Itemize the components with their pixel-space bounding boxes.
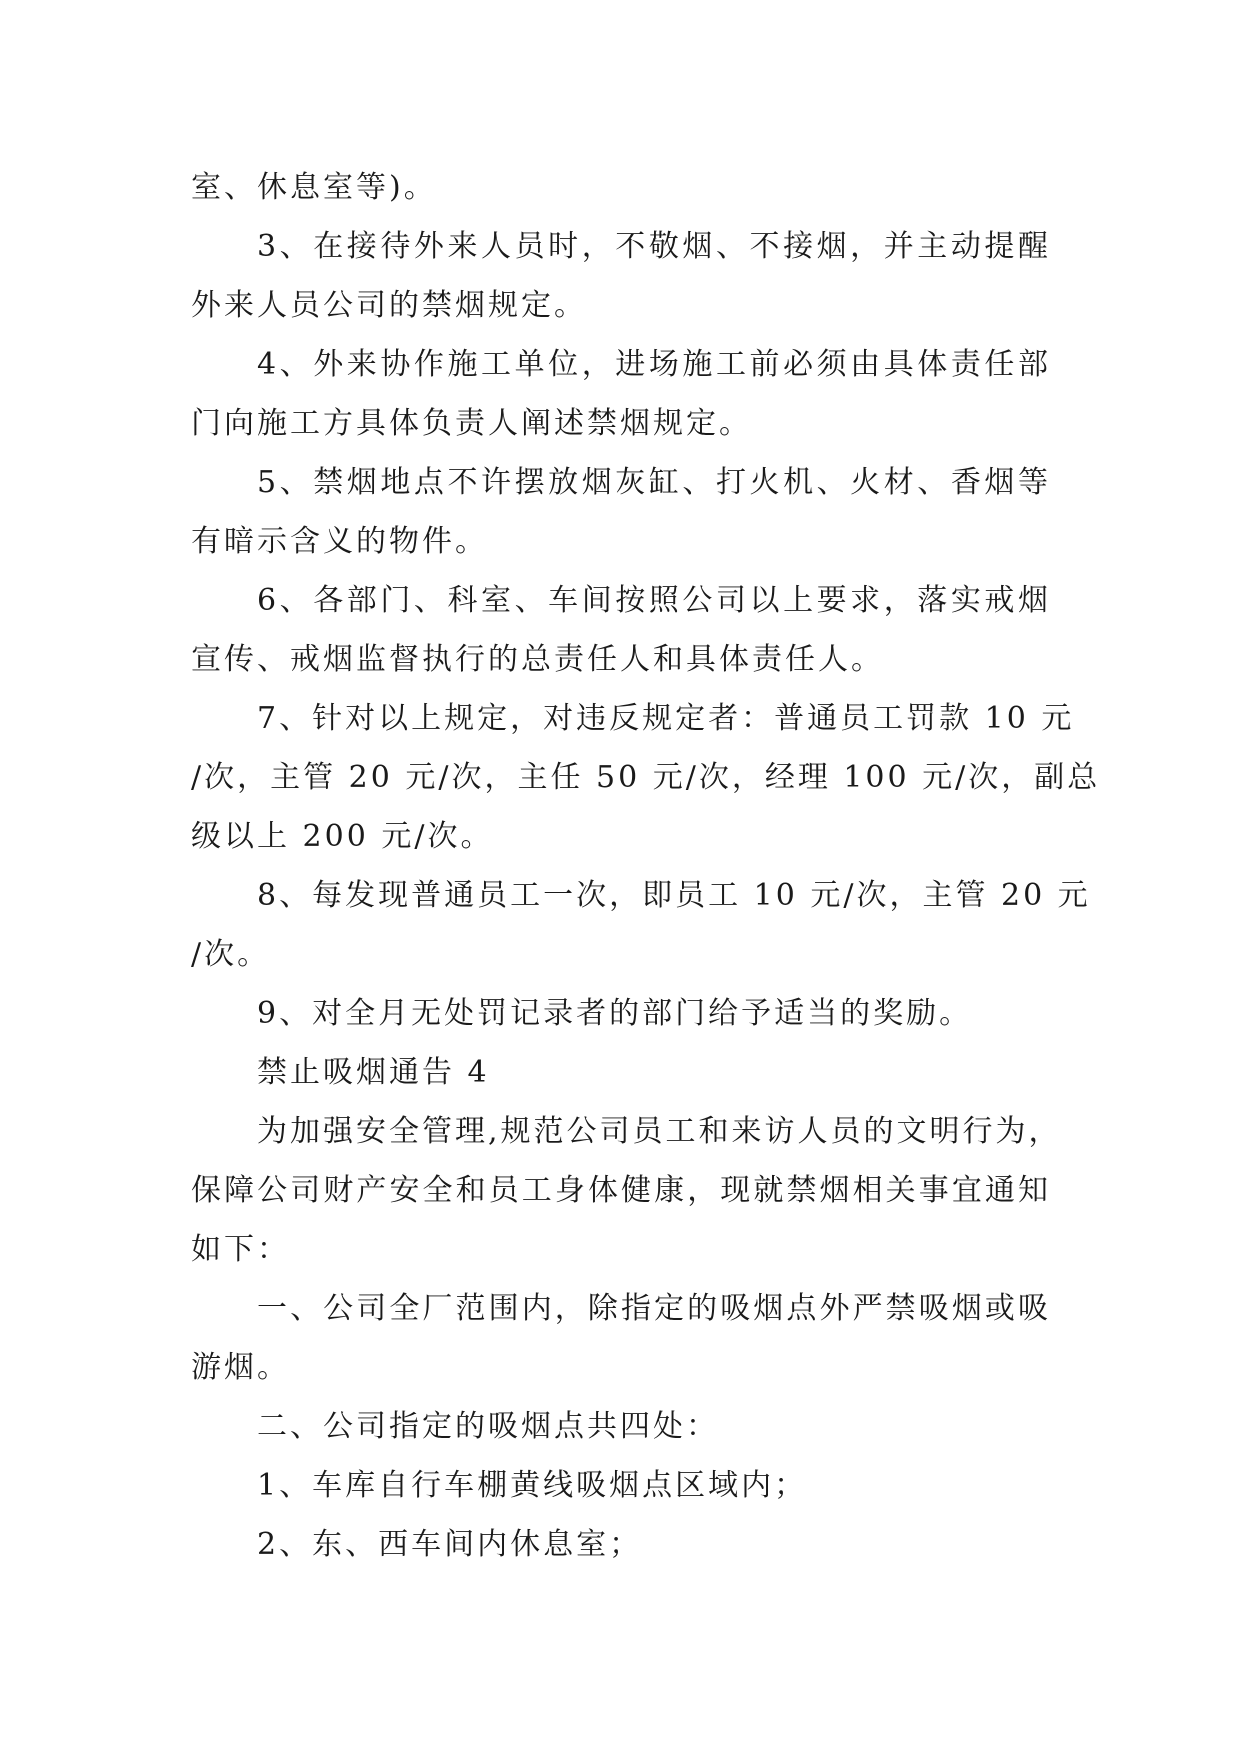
text-line: /次。 (191, 937, 271, 972)
text-line: 室、休息室等)。 (191, 170, 437, 205)
text-line: 外来人员公司的禁烟规定。 (191, 288, 587, 323)
text-line: 游烟。 (191, 1350, 290, 1385)
document-body (191, 158, 1101, 1574)
text-line: 一、公司全厂范围内，除指定的吸烟点外严禁吸烟或吸 (257, 1291, 1051, 1326)
text-line: 8、每发现普通员工一次，即员工 10 元/次，主管 20 元 (257, 878, 1091, 913)
text-line: 3、在接待外来人员时，不敬烟、不接烟，并主动提醒 (257, 229, 1051, 264)
text-line: 6、各部门、科室、车间按照公司以上要求，落实戒烟 (257, 583, 1051, 618)
text-line: 保障公司财产安全和员工身体健康，现就禁烟相关事宜通知 (191, 1173, 1051, 1208)
text-line: /次，主管 20 元/次，主任 50 元/次，经理 100 元/次，副总 (191, 760, 1101, 795)
text-line: 有暗示含义的物件。 (191, 524, 488, 559)
text-line: 级以上 200 元/次。 (191, 819, 494, 854)
text-line: 7、针对以上规定，对违反规定者：普通员工罚款 10 元 (257, 701, 1075, 736)
section-title: 禁止吸烟通告 4 (257, 1055, 490, 1090)
text-line: 为加强安全管理,规范公司员工和来访人员的文明行为， (257, 1114, 1062, 1149)
text-line: 9、对全月无处罚记录者的部门给予适当的奖励。 (257, 996, 973, 1031)
text-line: 二、公司指定的吸烟点共四处： (257, 1409, 719, 1444)
text-line: 如下： (191, 1232, 290, 1267)
text-line: 门向施工方具体负责人阐述禁烟规定。 (191, 406, 752, 441)
text-line: 4、外来协作施工单位，进场施工前必须由具体责任部 (257, 347, 1051, 382)
text-line: 2、东、西车间内休息室； (257, 1527, 643, 1562)
text-line: 5、禁烟地点不许摆放烟灰缸、打火机、火材、香烟等 (257, 465, 1051, 500)
text-line: 1、车库自行车棚黄线吸烟点区域内； (257, 1468, 808, 1503)
text-line: 宣传、戒烟监督执行的总责任人和具体责任人。 (191, 642, 884, 677)
